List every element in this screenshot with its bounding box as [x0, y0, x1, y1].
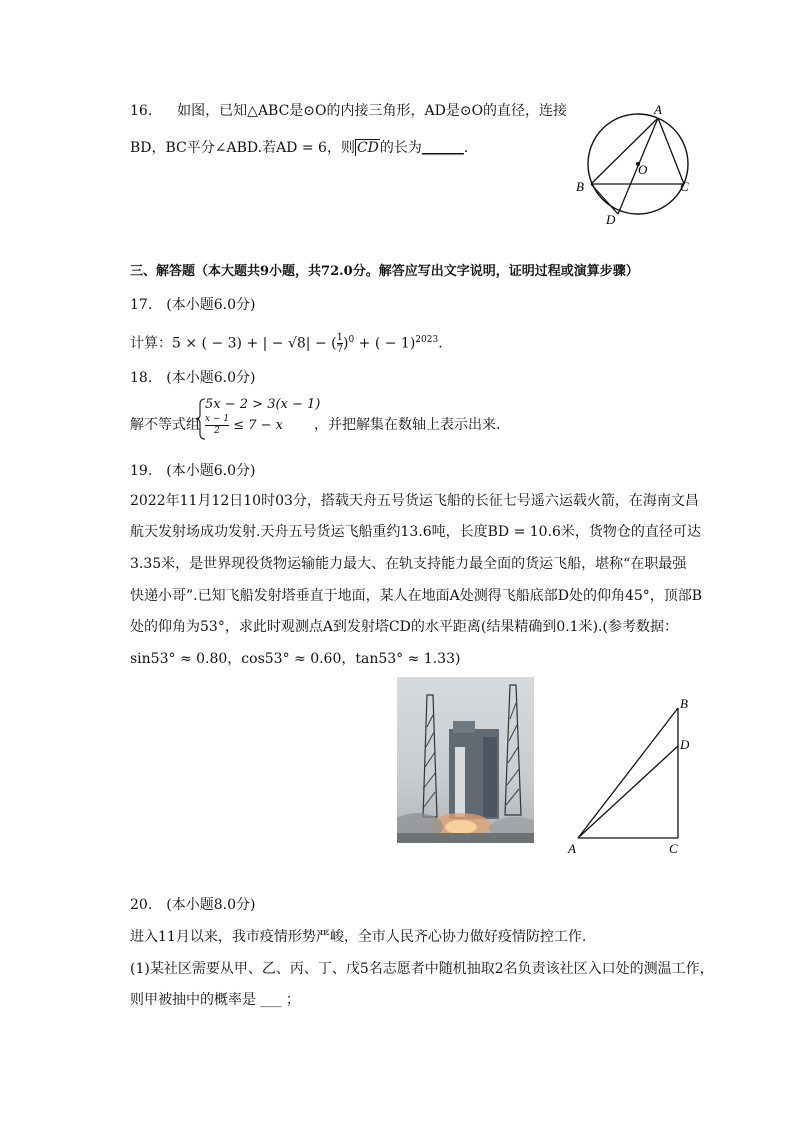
q16-number: 16.	[130, 103, 153, 119]
label-c: C	[680, 179, 689, 194]
label-a: A	[568, 841, 576, 856]
label-b: B	[680, 696, 688, 711]
q16-line2	[130, 138, 468, 158]
q17-header: 17. (本小题6.0分)	[130, 297, 256, 313]
segment-ac	[658, 118, 684, 184]
rocket-launch-photo	[397, 677, 534, 843]
q16-text-line1: 如图，已知△ABC是⊙O的内接三角形，AD是⊙O的直径，连接	[177, 103, 568, 119]
section3-title: 三、解答题（本大题共9小题，共72.0分。解答应写出文字说明，证明过程或演算步骤）	[130, 264, 639, 279]
q19-line-2: 航天发射场成功发射.天舟五号货运飞船重约13.6吨，长度BD = 10.6米，货物仓的直径可达	[130, 524, 701, 540]
q17-sup1: 2023	[415, 335, 439, 345]
q17-text-b: )	[343, 335, 349, 352]
q18-fraction	[205, 414, 229, 437]
q17-text-c: + ( − 1)	[354, 335, 416, 352]
q17-text-a: 计算：5 × ( − 3) + | − √8| − (	[130, 335, 337, 352]
q19-triangle-figure	[562, 692, 702, 862]
q19-line-6: sin53° ≈ 0.80，cos53° ≈ 0.60，tan53° ≈ 1.33)	[130, 651, 461, 667]
q16-blank: ______	[421, 140, 464, 156]
q19-line-4: 快递小哥”.已知飞船发射塔垂直于地面，某人在地面A处测得飞船底部D处的仰角45°，顶部B	[130, 588, 703, 604]
q20-line-2: (1)某社区需要从甲、乙、丙、丁、戊5名志愿者中随机抽取2名负责该社区入口处的测温工作，	[130, 961, 714, 977]
q17-sup0: 0	[348, 335, 355, 345]
q16-circle-figure	[570, 100, 700, 230]
q17-text-d: .	[438, 335, 443, 352]
q18-suffix: ，并把解集在数轴上表示出来.	[314, 417, 501, 433]
label-c: C	[669, 841, 678, 856]
q17-frac-num: 1	[336, 332, 343, 344]
q20-line-3: 则甲被抽中的概率是 ___ ；	[130, 992, 300, 1008]
q18-frac-num: x − 1	[205, 414, 230, 424]
q19-header: 19. (本小题6.0分)	[130, 463, 256, 479]
q18-prefix: 解不等式组	[130, 417, 200, 433]
label-a: A	[654, 102, 662, 117]
segment-ab	[578, 708, 678, 838]
segment-bd	[591, 184, 618, 214]
q16-text-line2b: 的长为	[379, 140, 422, 156]
segment-ab	[591, 118, 658, 184]
q20-line-1: 进入11月以来，我市疫情形势严峻，全市人民齐心协力做好疫情防控工作.	[130, 929, 587, 945]
label-d: D	[606, 212, 616, 227]
q18-ineq2-rest: ≤ 7 − x	[233, 418, 284, 433]
label-b: B	[576, 179, 584, 194]
q18-header: 18. (本小题6.0分)	[130, 370, 256, 386]
q16-line1	[130, 101, 567, 121]
q19-line-1: 2022年11月12日10时03分，搭载天舟五号货运飞船的长征七号遥六运载火箭，在海南文昌	[130, 493, 699, 509]
q19-line-5: 处的仰角为53°，求此时观测点A到发射塔CD的水平距离(结果精确到0.1米).(参考数据：	[130, 619, 678, 635]
q18-frac-den: 2	[214, 426, 220, 436]
label-d: D	[680, 737, 690, 752]
q16-arc: CD	[356, 140, 379, 156]
q19-line-3: 3.35米，是世界现役货物运输能力最大、在轨支持能力最全面的货运飞船，堪称“在职最强	[130, 556, 687, 572]
label-o: O	[638, 162, 648, 177]
q17-expression	[130, 330, 443, 355]
q20-header: 20. (本小题8.0分)	[130, 897, 256, 913]
q17-frac-den: 7	[336, 344, 343, 356]
segment-ad	[578, 746, 678, 838]
q18-inequality-2	[205, 414, 283, 437]
q16-text-line2a: BD，BC平分∠ABD.若AD = 6，则	[130, 140, 355, 156]
q18-inequality-1: 5x − 2 > 3(x − 1)	[205, 397, 321, 412]
q16-end: .	[463, 140, 469, 156]
